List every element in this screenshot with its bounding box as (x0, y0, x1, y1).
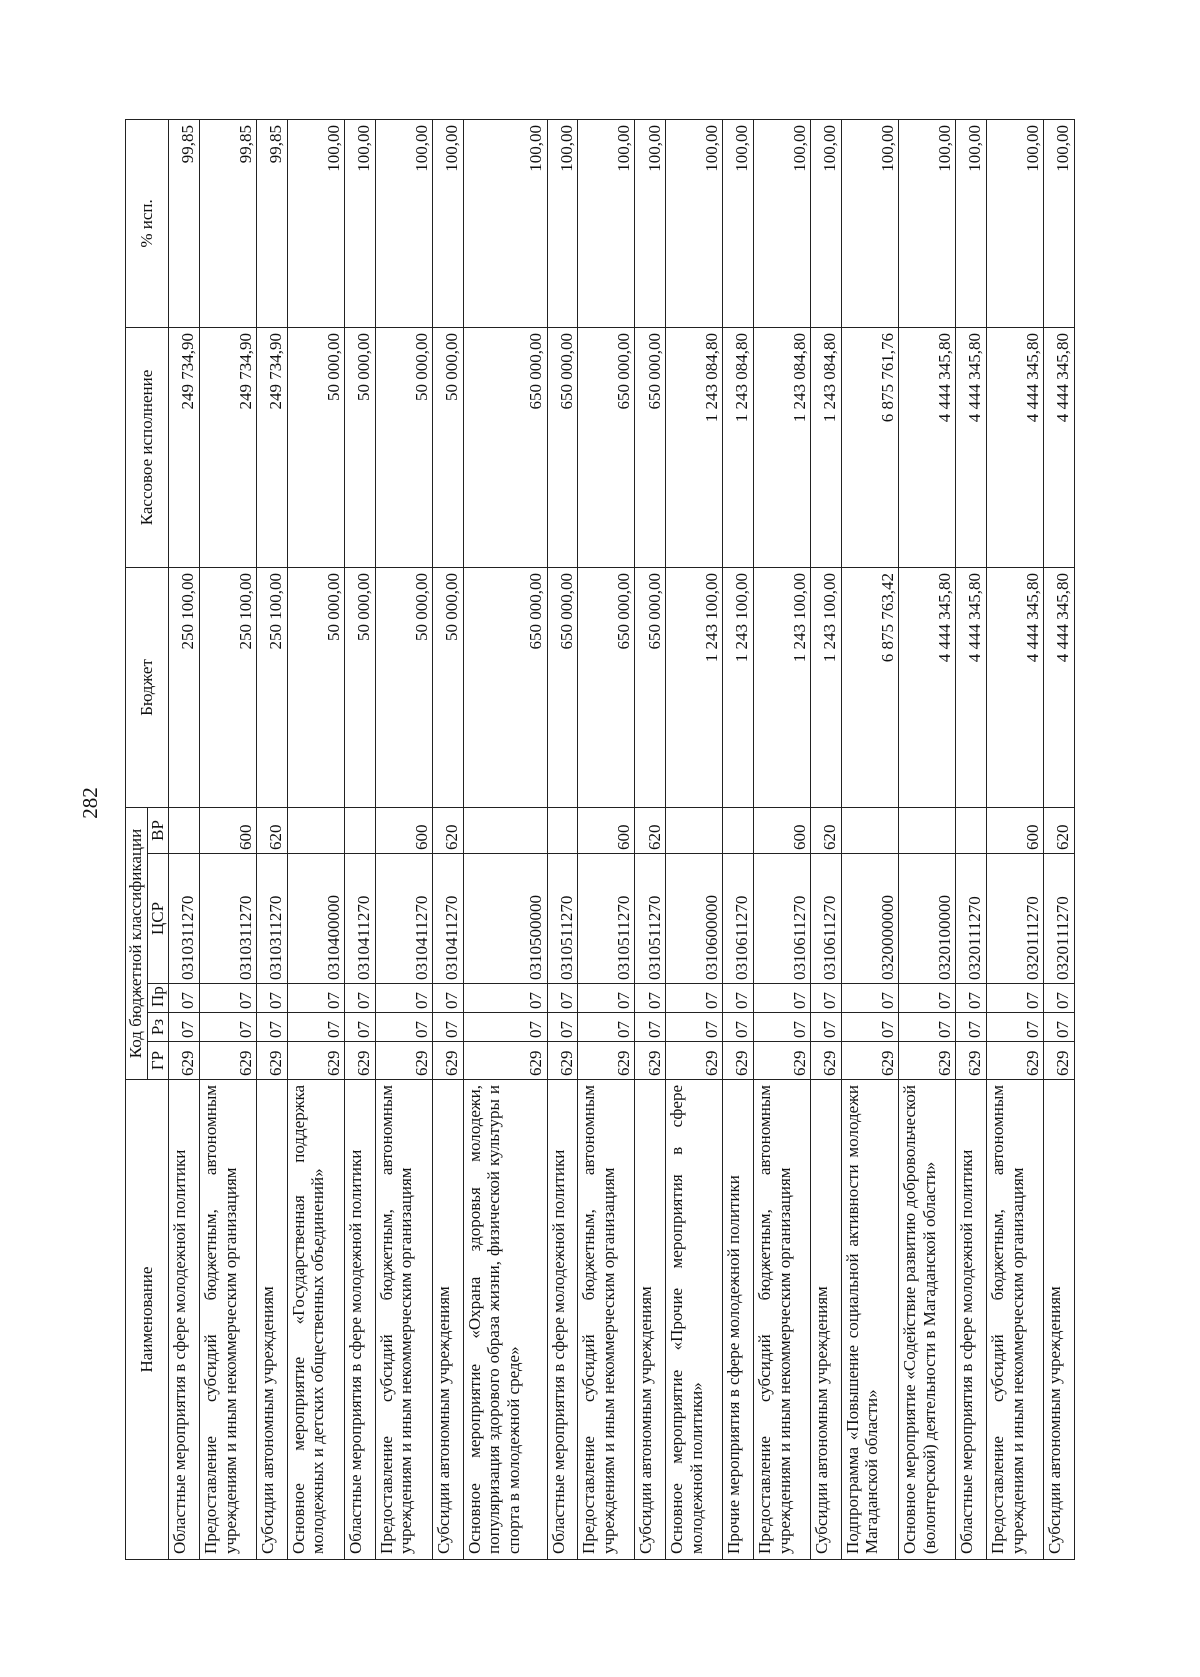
cell-csr: 0310600000 (666, 854, 723, 984)
cell-vr: 620 (811, 807, 842, 853)
cell-cash: 1 243 084,80 (666, 327, 723, 567)
cell-gr: 629 (287, 1042, 344, 1080)
cell-gr: 629 (723, 1042, 754, 1080)
cell-cash: 1 243 084,80 (723, 327, 754, 567)
cell-budget: 650 000,00 (635, 567, 666, 807)
cell-vr: 600 (578, 807, 635, 853)
cell-gr: 629 (841, 1042, 898, 1080)
cell-rz: 07 (287, 1013, 344, 1042)
table-row (345, 119, 376, 1559)
table-row (375, 119, 432, 1559)
cell-budget: 250 100,00 (200, 567, 257, 807)
cell-cash: 650 000,00 (547, 327, 578, 567)
cell-gr: 629 (345, 1042, 376, 1080)
cell-rz: 07 (375, 1013, 432, 1042)
cell-cash: 50 000,00 (375, 327, 432, 567)
header-budget: Бюджет (126, 567, 169, 807)
cell-name: Областные мероприятия в сфере молодежной политики (956, 1080, 987, 1560)
cell-rz: 07 (899, 1013, 956, 1042)
cell-gr: 629 (463, 1042, 547, 1080)
cell-gr: 629 (375, 1042, 432, 1080)
cell-rz: 07 (635, 1013, 666, 1042)
cell-pr: 07 (753, 984, 810, 1013)
cell-budget: 50 000,00 (375, 567, 432, 807)
table-row (578, 119, 635, 1559)
cell-budget: 50 000,00 (345, 567, 376, 807)
cell-gr: 629 (169, 1042, 200, 1080)
page-number: 282 (78, 787, 102, 819)
table-row (463, 119, 547, 1559)
cell-rz: 07 (666, 1013, 723, 1042)
cell-rz: 07 (1044, 1013, 1075, 1042)
cell-gr: 629 (899, 1042, 956, 1080)
cell-csr: 0310511270 (547, 854, 578, 984)
cell-csr: 0310611270 (753, 854, 810, 984)
cell-pr: 07 (345, 984, 376, 1013)
cell-csr: 0310411270 (375, 854, 432, 984)
cell-cash: 4 444 345,80 (986, 327, 1043, 567)
cell-csr: 0310311270 (169, 854, 200, 984)
cell-pr: 07 (287, 984, 344, 1013)
cell-rz: 07 (578, 1013, 635, 1042)
cell-gr: 629 (433, 1042, 464, 1080)
table-row (986, 119, 1043, 1559)
cell-rz: 07 (547, 1013, 578, 1042)
cell-cash: 50 000,00 (345, 327, 376, 567)
cell-pct: 99,85 (257, 119, 288, 327)
cell-pct: 100,00 (433, 119, 464, 327)
cell-vr (169, 807, 200, 853)
cell-name: Основное мероприятие «Государственная поддержка молодежных и детских общественных объединений» (287, 1080, 344, 1560)
cell-pct: 100,00 (547, 119, 578, 327)
cell-pr: 07 (666, 984, 723, 1013)
header-csr: ЦСР (147, 854, 169, 984)
cell-pct: 100,00 (811, 119, 842, 327)
cell-name: Предоставление субсидий бюджетным, автономным учреждениям и иным некоммерческим организациям (375, 1080, 432, 1560)
cell-vr: 600 (375, 807, 432, 853)
cell-cash: 249 734,90 (257, 327, 288, 567)
cell-csr: 0310411270 (345, 854, 376, 984)
cell-vr: 620 (433, 807, 464, 853)
cell-csr: 0310400000 (287, 854, 344, 984)
table-row (1044, 119, 1075, 1559)
cell-name: Предоставление субсидий бюджетным, автономным учреждениям и иным некоммерческим организациям (986, 1080, 1043, 1560)
cell-rz: 07 (753, 1013, 810, 1042)
header-pr: Пр (147, 984, 169, 1013)
cell-vr (345, 807, 376, 853)
cell-vr: 600 (200, 807, 257, 853)
cell-rz: 07 (723, 1013, 754, 1042)
cell-budget: 4 444 345,80 (899, 567, 956, 807)
budget-table (125, 119, 1075, 1560)
cell-pr: 07 (463, 984, 547, 1013)
table-row (723, 119, 754, 1559)
cell-gr: 629 (753, 1042, 810, 1080)
header-cash: Кассовое исполнение (126, 327, 169, 567)
cell-budget: 1 243 100,00 (811, 567, 842, 807)
cell-pr: 07 (578, 984, 635, 1013)
cell-pr: 07 (169, 984, 200, 1013)
cell-pr: 07 (811, 984, 842, 1013)
cell-vr: 600 (986, 807, 1043, 853)
cell-budget: 50 000,00 (287, 567, 344, 807)
header-rz: Рз (147, 1013, 169, 1042)
cell-csr: 0320111270 (986, 854, 1043, 984)
cell-cash: 4 444 345,80 (899, 327, 956, 567)
cell-rz: 07 (345, 1013, 376, 1042)
cell-gr: 629 (547, 1042, 578, 1080)
cell-name: Областные мероприятия в сфере молодежной политики (547, 1080, 578, 1560)
cell-name: Областные мероприятия в сфере молодежной политики (345, 1080, 376, 1560)
cell-csr: 0320100000 (899, 854, 956, 984)
table-row (169, 119, 200, 1559)
cell-budget: 1 243 100,00 (666, 567, 723, 807)
cell-name: Основное мероприятие «Прочие мероприятия в сфере молодежной политики» (666, 1080, 723, 1560)
cell-budget: 4 444 345,80 (956, 567, 987, 807)
cell-cash: 4 444 345,80 (1044, 327, 1075, 567)
cell-cash: 249 734,90 (169, 327, 200, 567)
cell-csr: 0310411270 (433, 854, 464, 984)
cell-vr (287, 807, 344, 853)
table-row (666, 119, 723, 1559)
cell-pr: 07 (723, 984, 754, 1013)
table-row (547, 119, 578, 1559)
table-row (841, 119, 898, 1559)
table-row (287, 119, 344, 1559)
cell-vr: 620 (1044, 807, 1075, 853)
cell-pr: 07 (433, 984, 464, 1013)
cell-pr: 07 (841, 984, 898, 1013)
cell-pct: 100,00 (1044, 119, 1075, 327)
cell-name: Субсидии автономным учреждениям (811, 1080, 842, 1560)
cell-name: Основное мероприятие «Охрана здоровья молодежи, популяризация здорового образа жизни, физической культуры и спорта в молодежной среде» (463, 1080, 547, 1560)
cell-rz: 07 (433, 1013, 464, 1042)
cell-rz: 07 (257, 1013, 288, 1042)
cell-pr: 07 (1044, 984, 1075, 1013)
cell-pct: 100,00 (287, 119, 344, 327)
cell-name: Областные мероприятия в сфере молодежной политики (169, 1080, 200, 1560)
cell-name: Прочие мероприятия в сфере молодежной политики (723, 1080, 754, 1560)
table-row (811, 119, 842, 1559)
cell-vr (723, 807, 754, 853)
header-pct: % исп. (126, 119, 169, 327)
cell-rz: 07 (841, 1013, 898, 1042)
cell-pct: 100,00 (345, 119, 376, 327)
cell-pct: 99,85 (169, 119, 200, 327)
cell-pr: 07 (635, 984, 666, 1013)
cell-gr: 629 (986, 1042, 1043, 1080)
cell-csr: 0310511270 (635, 854, 666, 984)
cell-budget: 250 100,00 (169, 567, 200, 807)
cell-pct: 100,00 (753, 119, 810, 327)
cell-pct: 100,00 (463, 119, 547, 327)
cell-vr (463, 807, 547, 853)
cell-gr: 629 (1044, 1042, 1075, 1080)
header-vr: ВР (147, 807, 169, 853)
cell-budget: 650 000,00 (463, 567, 547, 807)
cell-pct: 100,00 (666, 119, 723, 327)
cell-vr: 600 (753, 807, 810, 853)
cell-gr: 629 (257, 1042, 288, 1080)
cell-csr: 0310311270 (200, 854, 257, 984)
header-name: Наименование (126, 1080, 169, 1560)
cell-pct: 100,00 (986, 119, 1043, 327)
cell-budget: 6 875 763,42 (841, 567, 898, 807)
table-body (169, 119, 1075, 1559)
cell-name: Предоставление субсидий бюджетным, автономным учреждениям и иным некоммерческим организациям (753, 1080, 810, 1560)
cell-csr: 0310611270 (811, 854, 842, 984)
cell-vr (956, 807, 987, 853)
cell-cash: 650 000,00 (463, 327, 547, 567)
cell-gr: 629 (578, 1042, 635, 1080)
cell-gr: 629 (811, 1042, 842, 1080)
cell-name: Субсидии автономным учреждениям (257, 1080, 288, 1560)
table-row (257, 119, 288, 1559)
cell-cash: 1 243 084,80 (753, 327, 810, 567)
cell-budget: 50 000,00 (433, 567, 464, 807)
cell-budget: 1 243 100,00 (753, 567, 810, 807)
table-row (635, 119, 666, 1559)
cell-vr: 620 (635, 807, 666, 853)
cell-budget: 650 000,00 (578, 567, 635, 807)
cell-pr: 07 (257, 984, 288, 1013)
cell-pct: 100,00 (578, 119, 635, 327)
cell-name: Основное мероприятие «Содействие развитию добровольческой (волонтерской) деятельности в Магаданской области» (899, 1080, 956, 1560)
cell-vr: 620 (257, 807, 288, 853)
cell-pct: 100,00 (375, 119, 432, 327)
cell-pct: 100,00 (841, 119, 898, 327)
cell-cash: 4 444 345,80 (956, 327, 987, 567)
cell-csr: 0310511270 (578, 854, 635, 984)
cell-vr (666, 807, 723, 853)
cell-pr: 07 (986, 984, 1043, 1013)
cell-budget: 1 243 100,00 (723, 567, 754, 807)
cell-budget: 4 444 345,80 (986, 567, 1043, 807)
cell-rz: 07 (463, 1013, 547, 1042)
cell-budget: 4 444 345,80 (1044, 567, 1075, 807)
cell-cash: 6 875 761,76 (841, 327, 898, 567)
cell-csr: 0310500000 (463, 854, 547, 984)
cell-csr: 0320000000 (841, 854, 898, 984)
cell-name: Предоставление субсидий бюджетным, автономным учреждениям и иным некоммерческим организациям (200, 1080, 257, 1560)
cell-pct: 100,00 (899, 119, 956, 327)
cell-cash: 50 000,00 (433, 327, 464, 567)
cell-gr: 629 (666, 1042, 723, 1080)
header-code-group: Код бюджетной классификации (126, 807, 148, 1079)
cell-budget: 250 100,00 (257, 567, 288, 807)
cell-pct: 99,85 (200, 119, 257, 327)
cell-pct: 100,00 (723, 119, 754, 327)
cell-pct: 100,00 (956, 119, 987, 327)
cell-csr: 0310311270 (257, 854, 288, 984)
cell-cash: 1 243 084,80 (811, 327, 842, 567)
cell-pr: 07 (899, 984, 956, 1013)
table-row (899, 119, 956, 1559)
cell-name: Субсидии автономным учреждениям (1044, 1080, 1075, 1560)
cell-csr: 0310611270 (723, 854, 754, 984)
header-gr: ГР (147, 1042, 169, 1080)
cell-rz: 07 (956, 1013, 987, 1042)
table-row (433, 119, 464, 1559)
table-row (956, 119, 987, 1559)
cell-vr (899, 807, 956, 853)
cell-pct: 100,00 (635, 119, 666, 327)
cell-pr: 07 (375, 984, 432, 1013)
cell-gr: 629 (635, 1042, 666, 1080)
cell-cash: 50 000,00 (287, 327, 344, 567)
table-row (200, 119, 257, 1559)
cell-csr: 0320111270 (956, 854, 987, 984)
cell-cash: 650 000,00 (578, 327, 635, 567)
cell-vr (841, 807, 898, 853)
cell-rz: 07 (986, 1013, 1043, 1042)
cell-rz: 07 (811, 1013, 842, 1042)
cell-vr (547, 807, 578, 853)
cell-pr: 07 (200, 984, 257, 1013)
cell-rz: 07 (200, 1013, 257, 1042)
cell-name: Субсидии автономным учреждениям (635, 1080, 666, 1560)
cell-gr: 629 (956, 1042, 987, 1080)
cell-name: Субсидии автономным учреждениям (433, 1080, 464, 1560)
cell-name: Подпрограмма «Повышение социальной активности молодежи Магаданской области» (841, 1080, 898, 1560)
budget-table-wrapper (125, 120, 1075, 1560)
cell-cash: 650 000,00 (635, 327, 666, 567)
cell-cash: 249 734,90 (200, 327, 257, 567)
cell-name: Предоставление субсидий бюджетным, автономным учреждениям и иным некоммерческим организациям (578, 1080, 635, 1560)
table-row (753, 119, 810, 1559)
cell-budget: 650 000,00 (547, 567, 578, 807)
cell-gr: 629 (200, 1042, 257, 1080)
cell-pr: 07 (956, 984, 987, 1013)
cell-pr: 07 (547, 984, 578, 1013)
cell-rz: 07 (169, 1013, 200, 1042)
cell-csr: 0320111270 (1044, 854, 1075, 984)
